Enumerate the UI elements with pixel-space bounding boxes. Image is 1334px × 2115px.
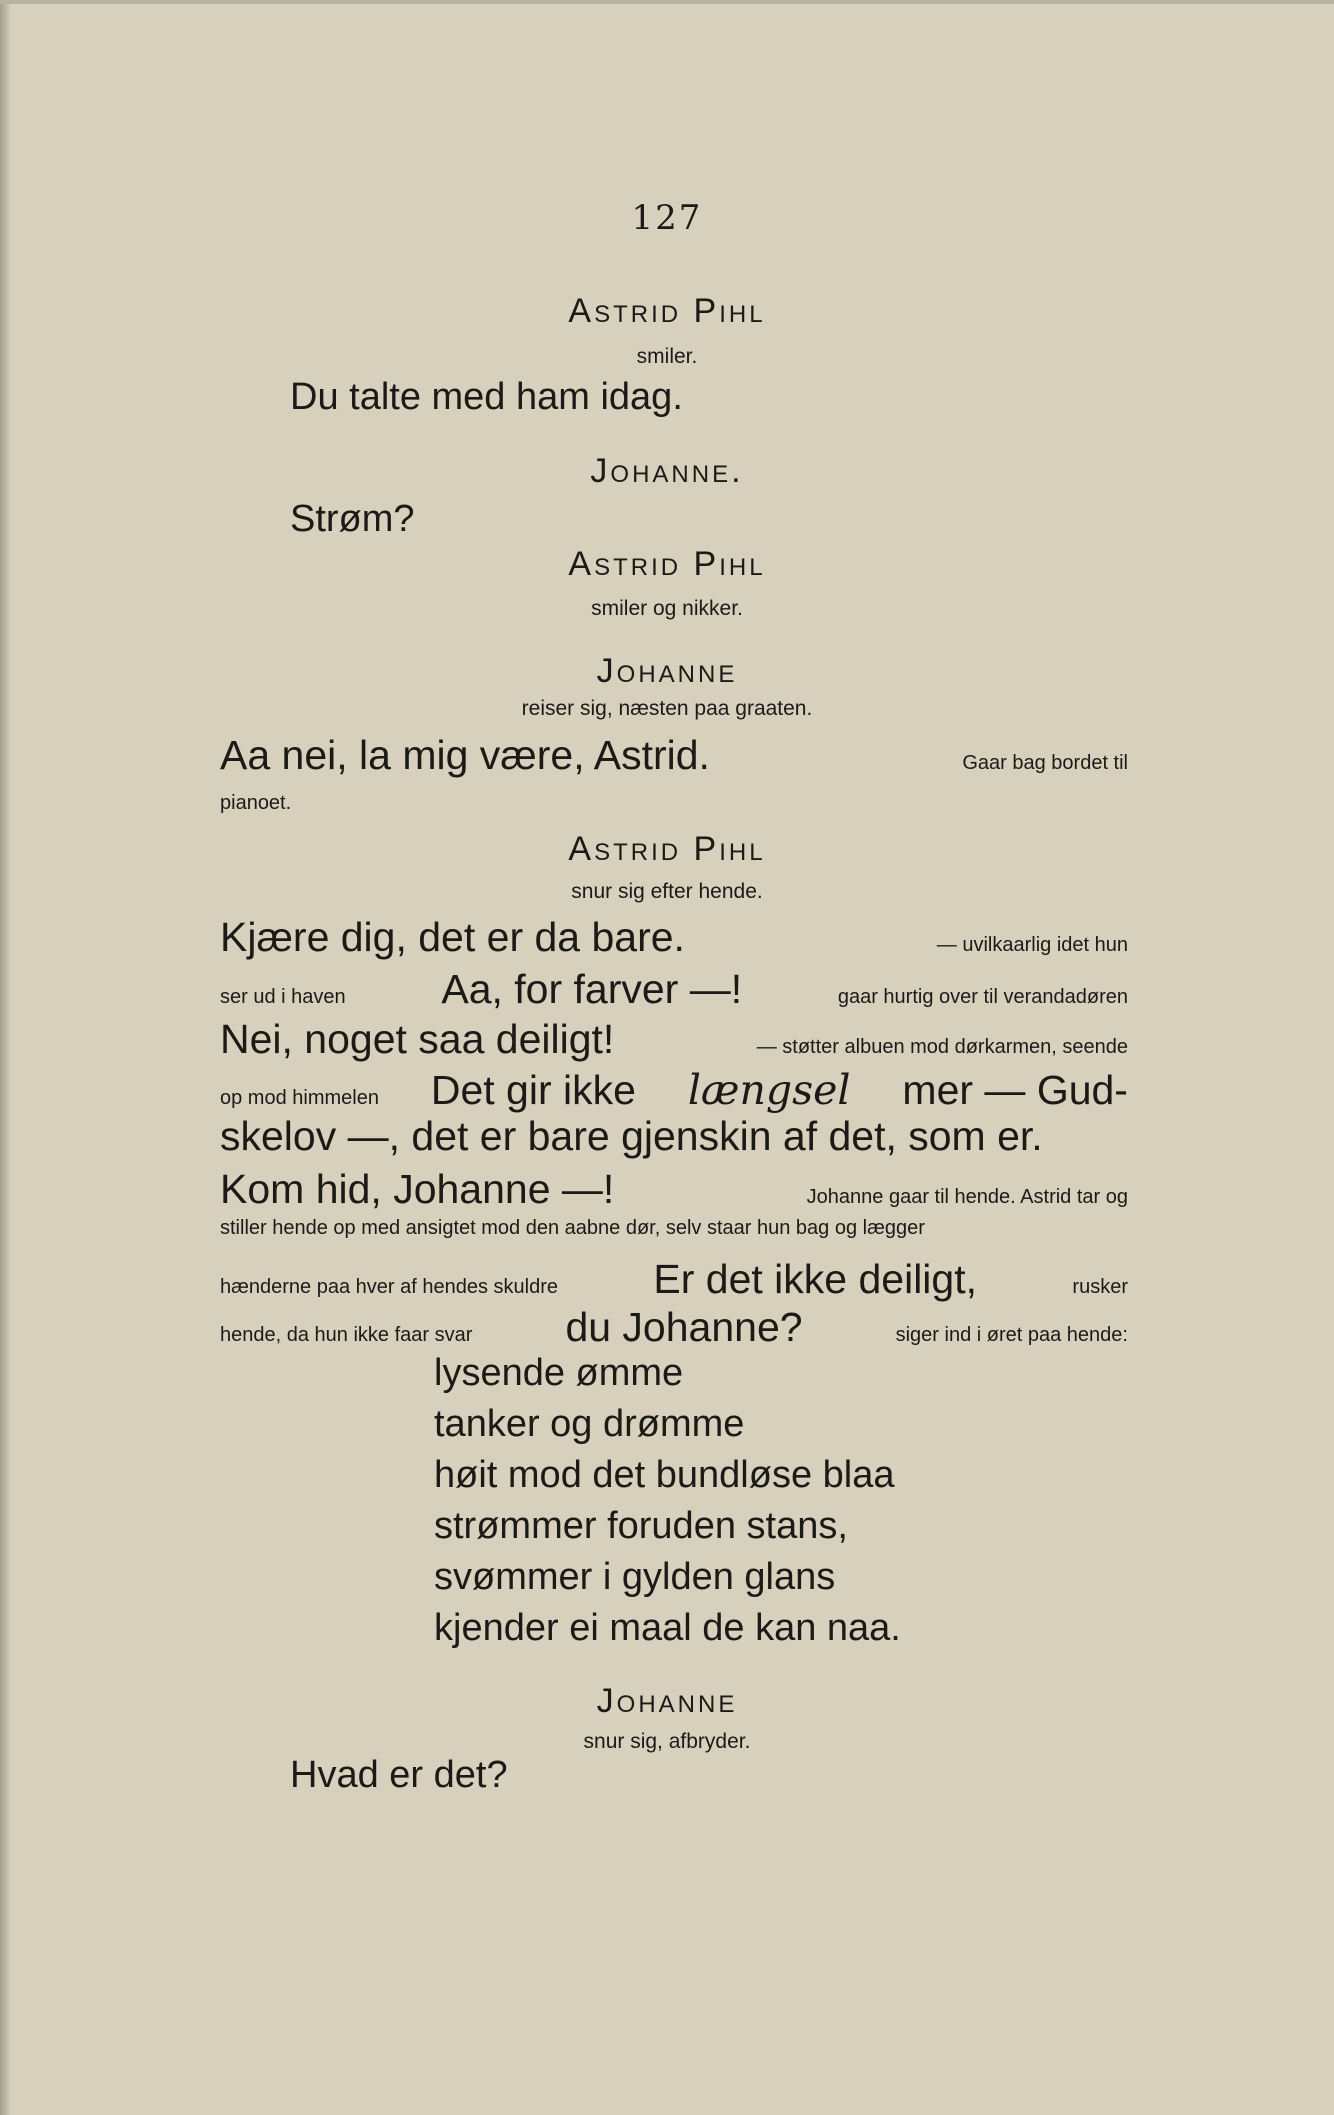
speaker-astrid-pihl: Astrid Pihl — [568, 830, 766, 868]
page-number: 127 — [631, 198, 703, 238]
dialogue-text: Er det ikke deiligt, — [653, 1256, 978, 1302]
stage-direction: snur sig efter hende. — [571, 880, 763, 903]
stage-direction: — støtter albuen mod dørkarmen, seende — [756, 1036, 1128, 1058]
stage-direction: reiser sig, næsten paa graaten. — [521, 697, 813, 720]
stage-direction: smiler og nikker. — [591, 597, 743, 620]
dialogue-text: Kom hid, Johanne —! — [220, 1166, 615, 1212]
verse-line: høit mod det bundløse blaa — [434, 1454, 895, 1496]
prose-line — [220, 1304, 1128, 1351]
dialogue-line: Strøm? — [290, 498, 415, 540]
speaker-astrid-pihl: Astrid Pihl — [568, 292, 766, 330]
speaker-johanne: Johanne. — [590, 452, 744, 490]
speaker-johanne: Johanne — [596, 1682, 738, 1720]
emphasized-word: længsel — [687, 1066, 851, 1114]
dialogue-text: Det gir ikke — [430, 1067, 636, 1113]
verse-line: svømmer i gylden glans — [434, 1556, 836, 1598]
dialogue-line: Du talte med ham idag. — [290, 376, 683, 418]
dialogue-text: Aa, for farver —! — [441, 966, 743, 1012]
stage-direction: pianoet. — [220, 792, 292, 814]
stage-direction: gaar hurtig over til verandadøren — [837, 986, 1128, 1008]
prose-line — [220, 966, 1128, 1013]
dialogue-text: Kjære dig, det er da bare. — [220, 914, 685, 960]
prose-line — [220, 1256, 1128, 1303]
stage-direction: op mod himmelen — [220, 1087, 379, 1109]
prose-line — [220, 1016, 1128, 1063]
stage-direction: siger ind i øret paa hende: — [895, 1324, 1128, 1346]
prose-line — [220, 914, 1128, 961]
dialogue-text: Aa nei, la mig være, Astrid. — [220, 732, 710, 778]
page-top-edge — [0, 0, 1334, 4]
stage-direction: snur sig, afbryder. — [583, 1730, 751, 1753]
verse-line: strømmer foruden stans, — [434, 1505, 848, 1547]
stage-direction: stiller hende op med ansigtet mod den aabne dør, selv staar hun bag og lægger — [220, 1217, 925, 1239]
speaker-astrid-pihl: Astrid Pihl — [568, 545, 766, 583]
verse-line: lysende ømme — [434, 1352, 684, 1394]
stage-direction: ser ud i haven — [220, 986, 346, 1008]
stage-direction: — uvilkaarlig idet hun — [936, 934, 1128, 956]
dialogue-line — [220, 732, 1128, 779]
prose-line — [220, 1066, 1128, 1114]
dialogue-line: Hvad er det? — [290, 1754, 508, 1796]
dialogue-text: Nei, noget saa deiligt! — [220, 1016, 615, 1062]
prose-line: skelov —, det er bare gjenskin af det, som er. — [220, 1113, 1043, 1159]
stage-direction: rusker — [1072, 1276, 1128, 1298]
verse-line: kjender ei maal de kan naa. — [434, 1607, 901, 1649]
stage-direction: Johanne gaar til hende. Astrid tar og — [806, 1186, 1128, 1208]
dialogue-text: du Johanne? — [565, 1304, 803, 1350]
speaker-johanne: Johanne — [596, 652, 738, 690]
stage-direction: smiler. — [636, 345, 698, 368]
stage-direction: hende, da hun ikke faar svar — [220, 1324, 473, 1346]
verse-line: tanker og drømme — [434, 1403, 745, 1445]
stage-direction: Gaar bag bordet til — [962, 752, 1128, 774]
prose-line — [220, 1166, 1128, 1213]
dialogue-text: mer — Gud- — [902, 1067, 1128, 1113]
stage-direction: hænderne paa hver af hendes skuldre — [220, 1276, 559, 1298]
